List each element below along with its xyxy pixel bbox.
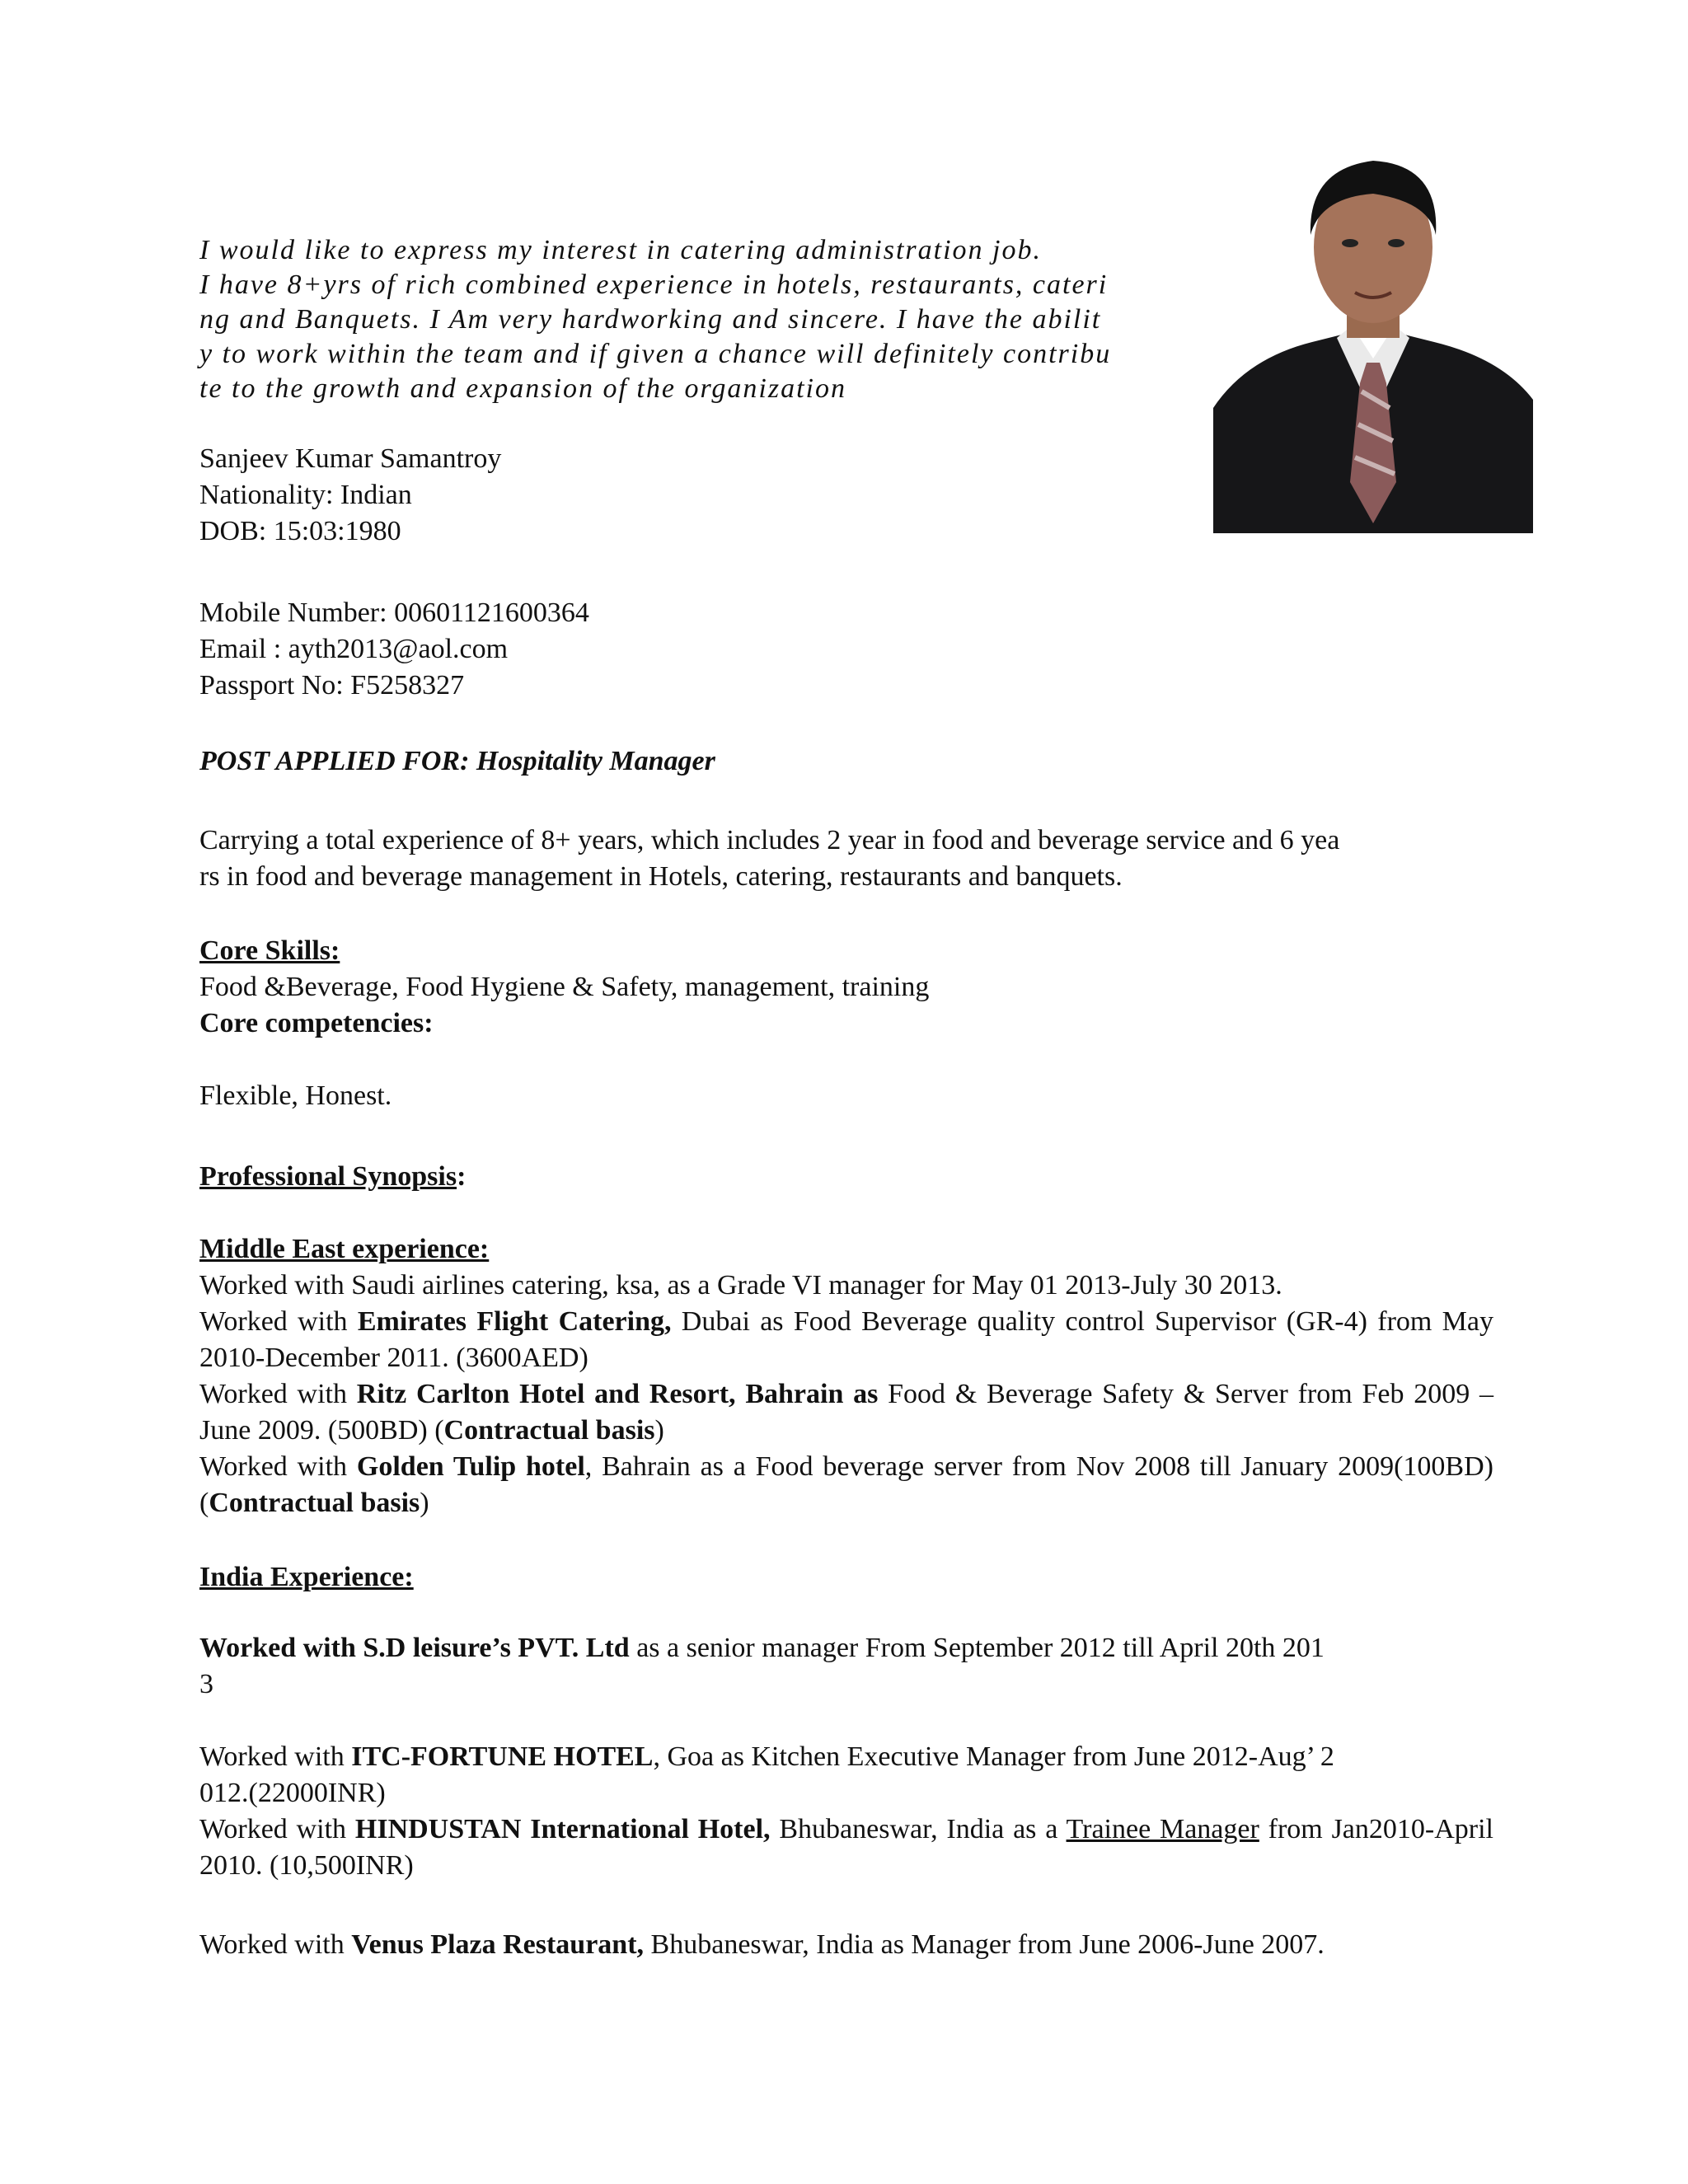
passport-number: Passport No: F5258327 bbox=[199, 670, 465, 701]
middle-east-heading: Middle East experience: bbox=[199, 1234, 490, 1264]
experience-entry bbox=[199, 1739, 1493, 1811]
nationality: Nationality: Indian bbox=[199, 480, 412, 510]
entry-text: Worked with bbox=[199, 1741, 352, 1772]
entry-text: Worked with bbox=[199, 1306, 358, 1337]
employer-name: ITC-FORTUNE HOTEL bbox=[351, 1741, 654, 1772]
entry-text: Worked with bbox=[199, 1814, 355, 1844]
core-skills-heading: Core Skills: bbox=[199, 935, 340, 966]
employer-name: Worked with S.D leisure’s PVT. Ltd bbox=[199, 1633, 630, 1663]
middle-east-section bbox=[199, 1231, 1493, 1521]
intro-line: I would like to express my interest in catering administration job. bbox=[199, 235, 1042, 265]
intro-line: I have 8+yrs of rich combined experience in hotels, restaurants, cateri bbox=[199, 269, 1109, 300]
entry-text: ) bbox=[420, 1488, 429, 1518]
core-competencies-text: Flexible, Honest. bbox=[199, 1080, 392, 1111]
synopsis-heading: Professional Synopsis bbox=[199, 1161, 457, 1192]
experience-summary bbox=[199, 823, 1493, 895]
entry-text: , Goa as Kitchen Executive Manager from June 2012-Aug’ 2 bbox=[653, 1741, 1334, 1772]
entry-text: Food & Beverage Safety & Server from Feb 2009 –June 2009. (500BD) ( bbox=[199, 1379, 1493, 1446]
entry-text: 012.(22000INR) bbox=[199, 1778, 386, 1808]
email-address: Email : ayth2013@aol.com bbox=[199, 634, 509, 664]
entry-text: Worked with bbox=[199, 1451, 357, 1482]
core-competencies-heading: Core competencies: bbox=[199, 1008, 434, 1038]
experience-entry bbox=[199, 1630, 1493, 1703]
intro-line: ng and Banquets. I Am very hardworking and sincere. I have the abilit bbox=[199, 304, 1102, 335]
intro-line: te to the growth and expansion of the organization bbox=[199, 373, 846, 404]
employer-name: Ritz Carlton Hotel and Resort, Bahrain as bbox=[356, 1379, 879, 1409]
summary-line: rs in food and beverage management in Hotels, catering, restaurants and banquets. bbox=[199, 861, 1123, 892]
experience-entry bbox=[199, 1811, 1493, 1884]
contract-type: Contractual basis bbox=[443, 1415, 655, 1446]
mobile-number: Mobile Number: 00601121600364 bbox=[199, 598, 589, 628]
job-title: Trainee Manager bbox=[1066, 1814, 1259, 1844]
contact-info bbox=[199, 595, 1493, 704]
entry-text: Bhubaneswar, India as a bbox=[770, 1814, 1067, 1844]
summary-line: Carrying a total experience of 8+ years, which includes 2 year in food and beverage service and 6 yea bbox=[199, 825, 1340, 855]
india-heading: India Experience: bbox=[199, 1562, 414, 1592]
entry-text: Worked with bbox=[199, 1929, 352, 1960]
experience-entry bbox=[199, 1927, 1493, 1963]
entry-text: Worked with bbox=[199, 1379, 357, 1409]
employer-name: Golden Tulip hotel bbox=[356, 1451, 585, 1482]
synopsis-heading-line bbox=[199, 1159, 1493, 1195]
entry-text: , Bahrain as a Food beverage server from Nov 2008 till January 2009(100BD) ( bbox=[199, 1451, 1493, 1518]
employer-name: HINDUSTAN International Hotel, bbox=[354, 1814, 771, 1844]
intro-line: y to work within the team and if given a chance will definitely contribu bbox=[199, 339, 1112, 369]
entry-text: 3 bbox=[199, 1669, 213, 1699]
employer-name: Venus Plaza Restaurant, bbox=[351, 1929, 645, 1960]
contract-type: Contractual basis bbox=[209, 1488, 420, 1518]
experience-entry bbox=[199, 1376, 1493, 1449]
employer-name: Emirates Flight Catering, bbox=[357, 1306, 672, 1337]
applicant-name: Sanjeev Kumar Samantroy bbox=[199, 443, 502, 474]
post-applied: POST APPLIED FOR: Hospitality Manager bbox=[199, 746, 715, 776]
entry-text: from Jan2010-April 2010. (10,500INR) bbox=[199, 1814, 1493, 1881]
synopsis-colon: : bbox=[457, 1161, 467, 1192]
entry-text: ) bbox=[654, 1415, 664, 1446]
experience-entry bbox=[199, 1449, 1493, 1521]
core-skills-text: Food &Beverage, Food Hygiene & Safety, management, training bbox=[199, 972, 930, 1002]
core-skills-section bbox=[199, 933, 1493, 1042]
intro-paragraph bbox=[199, 233, 1221, 406]
experience-entry: Worked with Saudi airlines catering, ksa, as a Grade VI manager for May 01 2013-July 30 2013. bbox=[199, 1270, 1282, 1301]
entry-text: as a senior manager From September 2012 till April 20th 201 bbox=[629, 1633, 1325, 1663]
experience-entry bbox=[199, 1304, 1493, 1376]
entry-text: Dubai as Food Beverage quality control Supervisor (GR-4) from May 2010-December 2011. (3600AED) bbox=[199, 1306, 1493, 1373]
date-of-birth: DOB: 15:03:1980 bbox=[199, 516, 401, 546]
personal-info bbox=[199, 441, 1493, 550]
entry-text: Bhubaneswar, India as Manager from June 2006-June 2007. bbox=[644, 1929, 1325, 1960]
